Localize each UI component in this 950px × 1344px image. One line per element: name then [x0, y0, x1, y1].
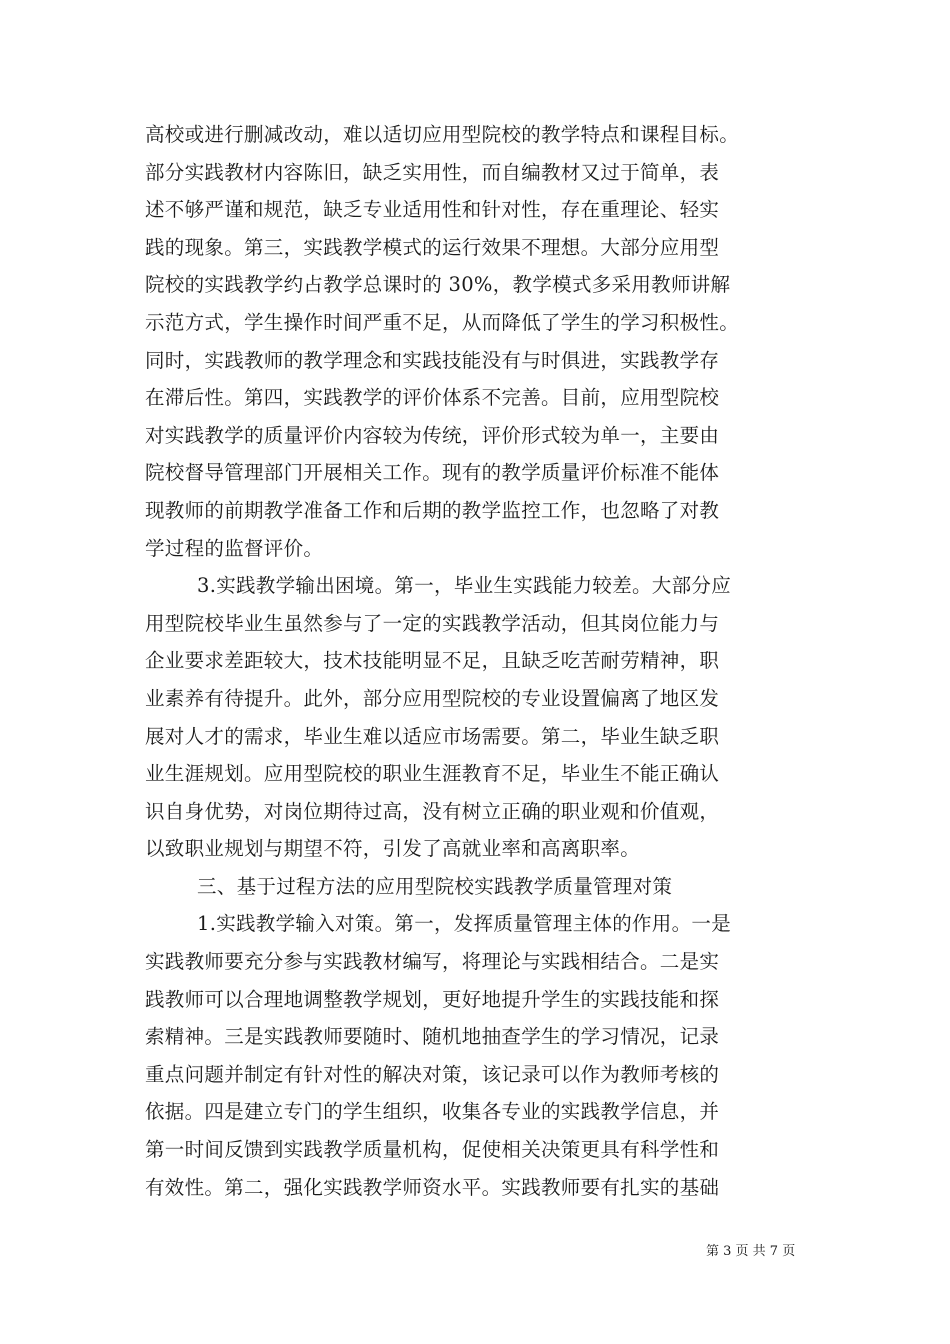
- text-line: 院校的实践教学约占教学总课时的 30%，教学模式多采用教师讲解: [145, 273, 731, 297]
- text-line: 有效性。第二，强化实践教学师资水平。实践教师要有扎实的基础: [145, 1175, 720, 1199]
- page-number-footer: 第 3 页 共 7 页: [706, 1244, 796, 1259]
- text-line: 依据。四是建立专门的学生组织，收集各专业的实践教学信息，并: [145, 1100, 720, 1124]
- text-line: 第一时间反馈到实践教学质量机构，促使相关决策更具有科学性和: [145, 1138, 720, 1162]
- paragraph-start-line: 1.实践教学输入对策。第一，发挥质量管理主体的作用。一是: [197, 912, 732, 936]
- text-line: 部分实践教材内容陈旧，缺乏实用性，而自编教材又过于简单，表: [145, 160, 720, 184]
- paragraph-start-line: 3.实践教学输出困境。第一，毕业生实践能力较差。大部分应: [197, 574, 732, 598]
- text-line: 用型院校毕业生虽然参与了一定的实践教学活动，但其岗位能力与: [145, 611, 720, 635]
- text-line: 业生涯规划。应用型院校的职业生涯教育不足，毕业生不能正确认: [145, 762, 720, 786]
- text-line: 高校或进行删减改动，难以适切应用型院校的教学特点和课程目标。: [145, 123, 740, 146]
- text-line: 以致职业规划与期望不符，引发了高就业率和高离职率。: [145, 837, 641, 861]
- text-line: 践的现象。第三，实践教学模式的运行效果不理想。大部分应用型: [145, 235, 720, 259]
- text-line: 索精神。三是实践教师要随时、随机地抽查学生的学习情况，记录: [145, 1025, 720, 1049]
- body-text: [145, 116, 810, 1206]
- text-line: 同时，实践教师的教学理念和实践技能没有与时俱进，实践教学存: [145, 348, 720, 372]
- text-line: 示范方式，学生操作时间严重不足，从而降低了学生的学习积极性。: [145, 310, 740, 334]
- text-line: 重点问题并制定有针对性的解决对策，该记录可以作为教师考核的: [145, 1062, 720, 1086]
- text-line: 现教师的前期教学准备工作和后期的教学监控工作，也忽略了对教: [145, 498, 720, 522]
- text-line: 业素养有待提升。此外，部分应用型院校的专业设置偏离了地区发: [145, 686, 720, 710]
- text-line: 企业要求差距较大，技术技能明显不足，且缺乏吃苦耐劳精神，职: [145, 649, 720, 673]
- text-line: 对实践教学的质量评价内容较为传统，评价形式较为单一，主要由: [145, 423, 720, 447]
- text-line: 院校督导管理部门开展相关工作。现有的教学质量评价标准不能体: [145, 461, 720, 485]
- text-line: 述不够严谨和规范，缺乏专业适用性和针对性，存在重理论、轻实: [145, 198, 720, 222]
- text-line: 践教师可以合理地调整教学规划，更好地提升学生的实践技能和探: [145, 987, 720, 1011]
- text-line: 识自身优势，对岗位期待过高，没有树立正确的职业观和价值观，: [145, 799, 720, 823]
- text-line: 展对人才的需求，毕业生难以适应市场需要。第二，毕业生缺乏职: [145, 724, 720, 748]
- section-heading: 三、基于过程方法的应用型院校实践教学质量管理对策: [197, 874, 673, 898]
- text-line: 在滞后性。第四，实践教学的评价体系不完善。目前，应用型院校: [145, 386, 720, 410]
- text-line: 学过程的监督评价。: [145, 536, 324, 560]
- text-line: 实践教师要充分参与实践教材编写，将理论与实践相结合。二是实: [145, 950, 720, 974]
